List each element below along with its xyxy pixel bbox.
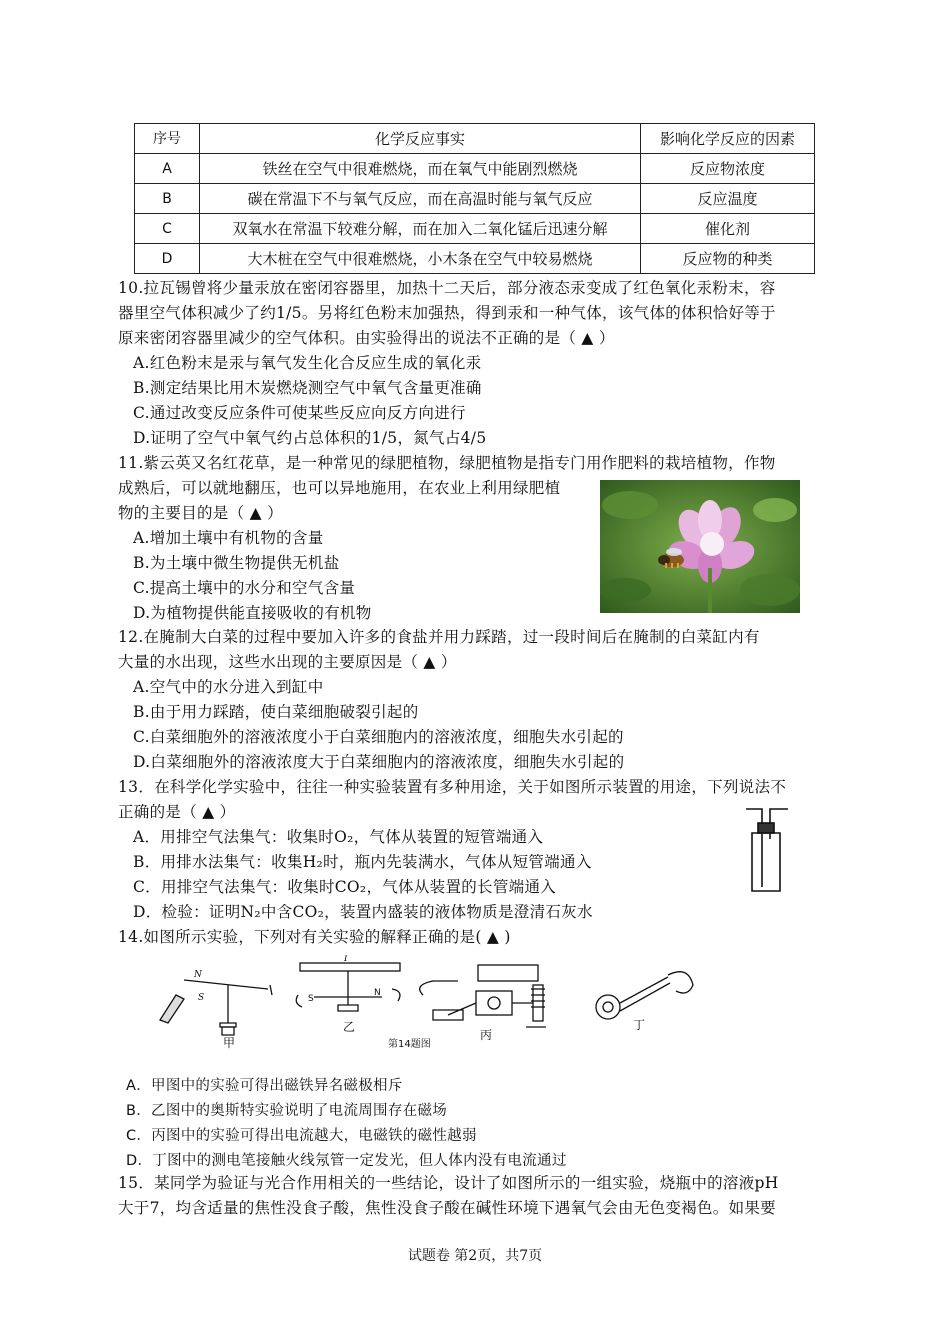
table-cell: 反应物浓度 bbox=[641, 154, 815, 184]
q13-stem-line: 13．在科学化学实验中，往往一种实验装置有多种用途，关于如图所示装置的用途，下列说法不 bbox=[118, 778, 787, 796]
table-header-row bbox=[135, 124, 815, 154]
table-cell: 铁丝在空气中很难燃烧，而在氧气中能剧烈燃烧 bbox=[200, 154, 641, 184]
q15-stem-line: 大于7，均含适量的焦性没食子酸，焦性没食子酸在碱性环境下遇氧气会由无色变褐色。如果要 bbox=[118, 1199, 776, 1217]
q14-experiment-figures bbox=[148, 955, 708, 1050]
table-row bbox=[135, 214, 815, 244]
fig-yi-s-mark: S bbox=[308, 994, 314, 1004]
fig-label-bing: 丙 bbox=[480, 1028, 493, 1042]
q14-stem-line: 14.如图所示实验，下列对有关实验的解释正确的是( ▲ ) bbox=[118, 928, 511, 946]
q13-stem-line: 正确的是（ ▲ ） bbox=[118, 803, 236, 821]
table-cell: A bbox=[135, 154, 200, 184]
q11-stem-line: 物的主要目的是（ ▲ ） bbox=[118, 504, 283, 522]
table-cell: 碳在常温下不与氧气反应，而在高温时能与氧气反应 bbox=[200, 184, 641, 214]
q11-option: B.为土壤中微生物提供无机盐 bbox=[133, 554, 340, 572]
table-cell: 反应温度 bbox=[641, 184, 815, 214]
fig-label-ding: 丁 bbox=[633, 1018, 646, 1032]
fig-yi-n-mark: N bbox=[374, 988, 381, 998]
table-row bbox=[135, 244, 815, 274]
q11-stem-line: 11.紫云英又名红花草，是一种常见的绿肥植物，绿肥植物是指专门用作肥料的栽培植物，作物 bbox=[118, 454, 776, 472]
q13-option: B．用排水法集气：收集H₂时，瓶内先装满水，气体从短管端通入 bbox=[133, 853, 592, 871]
q10-option: A.红色粉末是汞与氧气发生化合反应生成的氧化汞 bbox=[133, 354, 482, 372]
fig-label-yi: 乙 bbox=[343, 1020, 356, 1034]
page-footer: 试题卷 第2页，共7页 bbox=[407, 1248, 543, 1264]
q11-option: D.为植物提供能直接吸收的有机物 bbox=[133, 604, 372, 622]
table-header-cell: 影响化学反应的因素 bbox=[641, 124, 815, 154]
fig-jia-s-mark: S bbox=[198, 993, 205, 1003]
q12-stem-line: 大量的水出现，这些水出现的主要原因是（ ▲ ） bbox=[118, 653, 457, 671]
fig-yi-current-mark: I bbox=[344, 955, 348, 964]
table-cell: 催化剂 bbox=[641, 214, 815, 244]
table-row bbox=[135, 154, 815, 184]
table-header-cell: 序号 bbox=[135, 124, 200, 154]
q10-stem-line: 器里空气体积减少了约1/5。另将红色粉末加强热，得到汞和一种气体，该气体的体积恰好等于 bbox=[118, 304, 776, 322]
q10-option: C.通过改变反应条件可使某些反应向反方向进行 bbox=[133, 404, 466, 422]
fig-label-jia: 甲 bbox=[223, 1036, 236, 1050]
q12-option: A.空气中的水分进入到缸中 bbox=[133, 678, 324, 696]
table-cell: 反应物的种类 bbox=[641, 244, 815, 274]
q14-option: A．甲图中的实验可得出磁铁异名磁极相斥 bbox=[126, 1078, 403, 1094]
table-header-cell: 化学反应事实 bbox=[200, 124, 641, 154]
q12-stem-line: 12.在腌制大白菜的过程中要加入许多的食盐并用力踩踏，过一段时间后在腌制的白菜缸内有 bbox=[118, 628, 760, 646]
q10-stem-line: 原来密闭容器里减少的空气体积。由实验得出的说法不正确的是（ ▲ ） bbox=[118, 329, 615, 347]
q10-stem-line: 10.拉瓦锡曾将少量汞放在密闭容器里，加热十二天后，部分液态汞变成了红色氧化汞粉末，容 bbox=[118, 279, 776, 297]
table-cell: C bbox=[135, 214, 200, 244]
q13-option: D．检验：证明N₂中含CO₂，装置内盛装的液体物质是澄清石灰水 bbox=[133, 903, 593, 921]
q12-option: D.白菜细胞外的溶液浓度大于白菜细胞内的溶液浓度，细胞失水引起的 bbox=[133, 753, 625, 771]
q11-stem-line: 成熟后，可以就地翻压，也可以异地施用，在农业上利用绿肥植 bbox=[118, 479, 561, 497]
q15-stem-line: 15．某同学为验证与光合作用相关的一些结论，设计了如图所示的一组实验，烧瓶中的溶液pH bbox=[118, 1174, 779, 1192]
q10-option: D.证明了空气中氧气约占总体积的1/5，氮气占4/5 bbox=[133, 429, 487, 447]
table-cell: 大木桩在空气中很难燃烧，小木条在空气中较易燃烧 bbox=[200, 244, 641, 274]
q12-option: C.白菜细胞外的溶液浓度小于白菜细胞内的溶液浓度，细胞失水引起的 bbox=[133, 728, 624, 746]
q13-option: A．用排空气法集气：收集时O₂，气体从装置的短管端通入 bbox=[133, 828, 544, 846]
q11-option: A.增加土壤中有机物的含量 bbox=[133, 529, 324, 547]
table-cell: B bbox=[135, 184, 200, 214]
q10-option: B.测定结果比用木炭燃烧测空气中氧气含量更准确 bbox=[133, 379, 482, 397]
q14-figure-caption: 第14题图 bbox=[388, 1039, 431, 1050]
q14-option: C．丙图中的实验可得出电流越大，电磁铁的磁性越弱 bbox=[126, 1128, 477, 1144]
table-cell: D bbox=[135, 244, 200, 274]
milk-vetch-flower-photo bbox=[600, 480, 800, 613]
reaction-factor-table bbox=[134, 123, 815, 274]
table-cell: 双氧水在常温下较难分解，而在加入二氧化锰后迅速分解 bbox=[200, 214, 641, 244]
fig-jia-n-mark: N bbox=[194, 970, 202, 980]
table-row bbox=[135, 184, 815, 214]
gas-bottle-apparatus-figure bbox=[740, 805, 795, 895]
q14-option: B．乙图中的奥斯特实验说明了电流周围存在磁场 bbox=[126, 1103, 448, 1119]
q11-option: C.提高土壤中的水分和空气含量 bbox=[133, 579, 356, 597]
q12-option: B.由于用力踩踏，使白菜细胞破裂引起的 bbox=[133, 703, 419, 721]
q13-option: C．用排空气法集气：收集时CO₂，气体从装置的长管端通入 bbox=[133, 878, 557, 896]
q14-option: D．丁图中的测电笔接触火线氖管一定发光，但人体内没有电流通过 bbox=[126, 1153, 567, 1169]
